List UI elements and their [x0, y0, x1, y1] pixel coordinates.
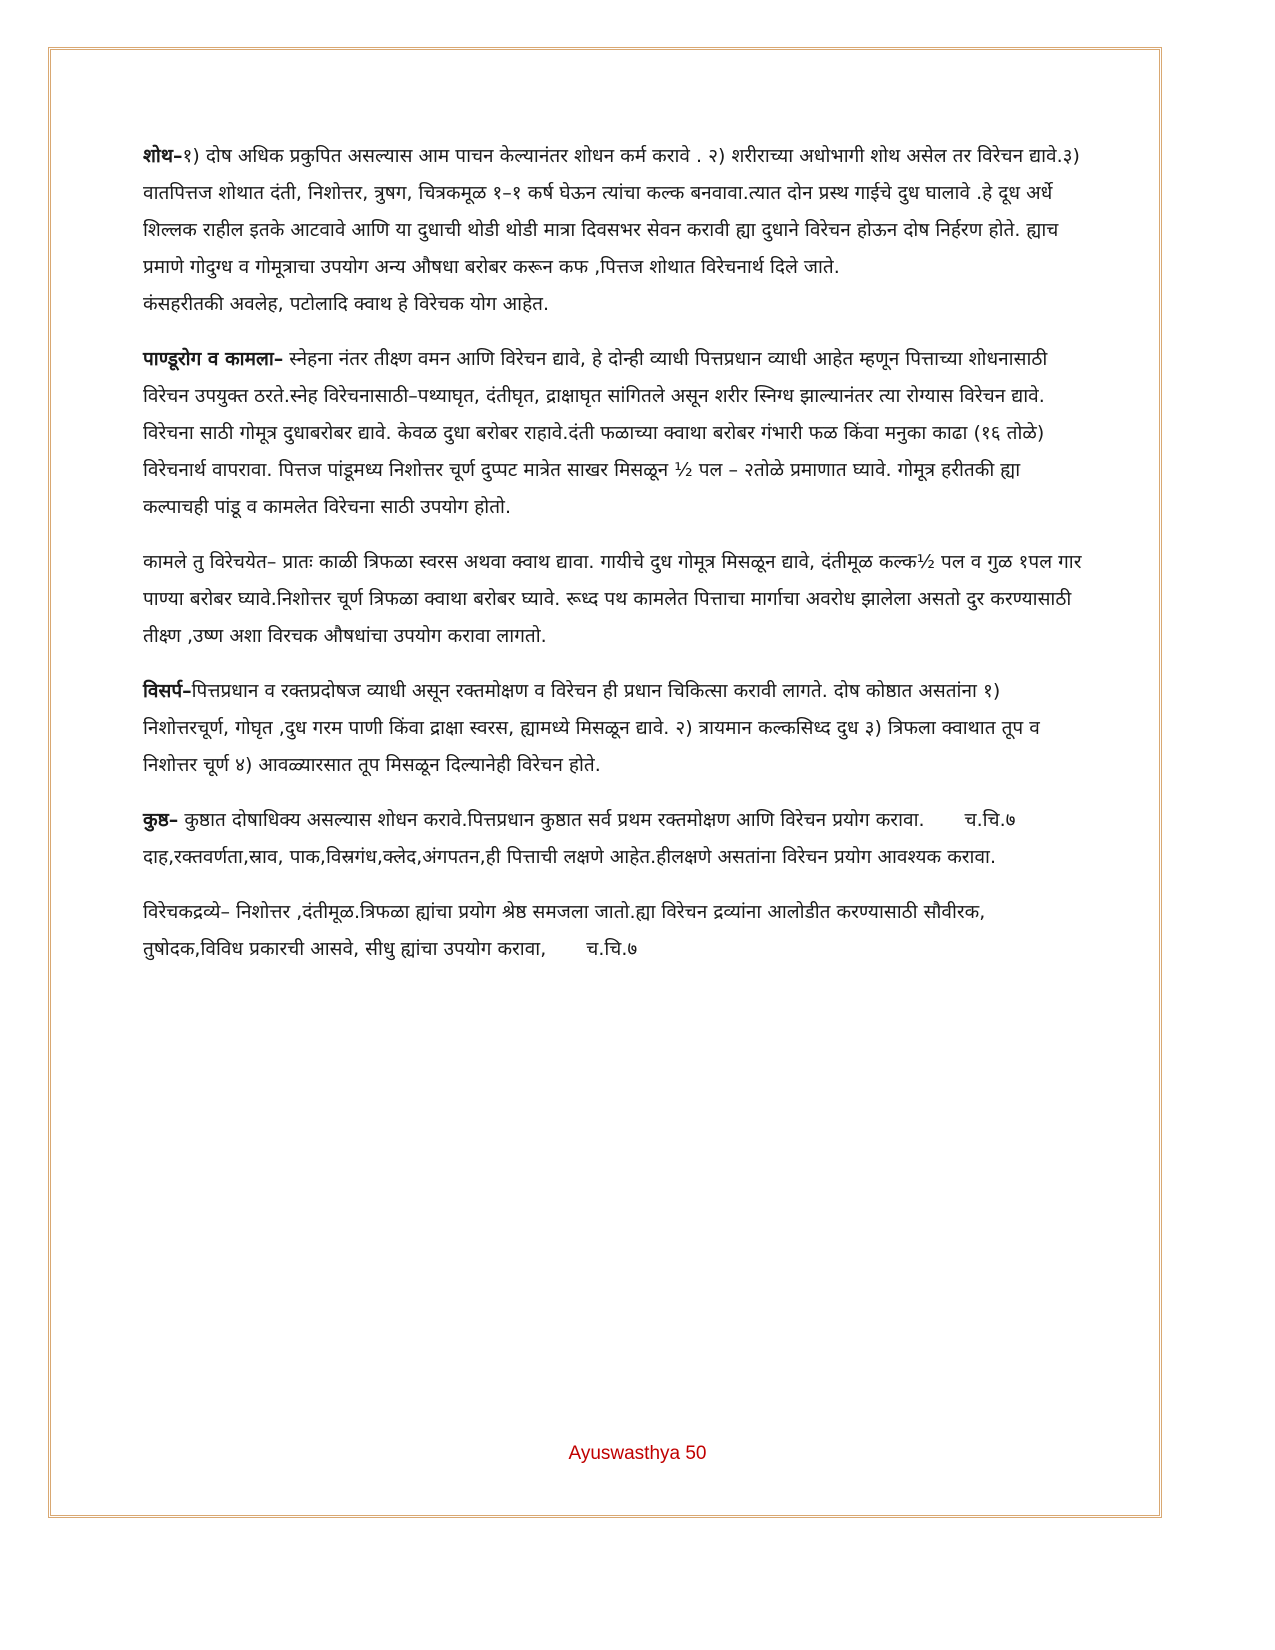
virechak-text: विरेचकद्रव्ये– निशोत्तर ,दंतीमूळ.त्रिफळा ह्यांचा प्रयोग श्रेष्ठ समजला जातो.ह्या विरेचन द्रव्यांना आलोडीत करण्यासाठी सौवीरक, तुषोदक,विविध प्रकारची आसवे, सीधु ह्यांचा उपयोग करावा, — [143, 901, 986, 960]
kushtha-reference: च.चि.७ — [964, 809, 1016, 831]
virechak-reference: च.चि.७ — [586, 938, 638, 960]
page-footer: Ayuswasthya 50 — [568, 1443, 707, 1464]
kushtha-heading: कुष्ठ– — [143, 809, 179, 831]
virechak-paragraph — [143, 894, 1083, 968]
kushtha-section — [143, 802, 1083, 876]
shoth-text: १) दोष अधिक प्रकुपित असल्यास आम पाचन केल्यानंतर शोधन कर्म करावे . २) शरीराच्या अधोभागी शोथ असेल तर विरेचन द्यावे.३) वातपित्तज शोथात दंती, निशोत्तर, त्रुषग, चित्रकमूळ १–१ कर्ष घेऊन त्यांचा कल्क बनवावा.त्यात दोन प्रस्थ गाईचे दुध घालावे .हे दूध अर्धे शिल्लक राहील इतके आटवावे आणि या दुधाची थोडी थोडी मात्रा दिवसभर सेवन करावी ह्या दुधाने विरेचन होऊन दोष निर्हरण होते. ह्याच प्रमाणे गोदुग्ध व गोमूत्राचा उपयोग अन्य औषधा बरोबर करून कफ ,पित्तज शोथात विरेचनार्थ दिले जाते. — [143, 145, 1080, 278]
kushtha-paragraph — [143, 802, 1083, 839]
pandu-section — [143, 341, 1083, 526]
visarpa-text: पित्तप्रधान व रक्तप्रदोषज व्याधी असून रक्तमोक्षण व विरेचन ही प्रधान चिकित्सा करावी लागते. दोष कोष्ठात असतांना १) निशोत्तरचूर्ण, गोघृत ,दुध गरम पाणी किंवा द्राक्षा स्वरस, ह्यामध्ये मिसळून द्यावे. २) त्रायमान कल्कसिध्द दुध ३) त्रिफला क्वाथात तूप व निशोत्तर चूर्ण ४) आवळ्यारसात तूप मिसळून दिल्यानेही विरेचन होते. — [143, 680, 1040, 776]
shoth-heading: शोथ– — [143, 145, 183, 167]
pandu-text: स्नेहना नंतर तीक्ष्ण वमन आणि विरेचन द्यावे, हे दोन्ही व्याधी पित्तप्रधान व्याधी आहेत म्हणून पित्ताच्या शोधनासाठी विरेचन उपयुक्त ठरते.स्नेह विरेचनासाठी–पथ्याघृत, दंतीघृत, द्राक्षाघृत सांगितले असून शरीर स्निग्ध झाल्यानंतर त्या रोग्यास विरेचन द्यावे. विरेचना साठी गोमूत्र दुधाबरोबर द्यावे. केवळ दुधा बरोबर राहावे.दंती फळाच्या क्वाथा बरोबर गंभारी फळ किंवा मनुका काढा (१६ तोळे) विरेचनार्थ वापरावा. पित्तज पांडूमध्य निशोत्तर चूर्ण दुप्पट मात्रेत साखर मिसळून ½ पल – २तोळे प्रमाणात घ्यावे. गोमूत्र हरीतकी ह्या कल्पाचही पांडू व कामलेत विरेचना साठी उपयोग होतो. — [143, 348, 1048, 518]
kushtha-lakshana-line: दाह,रक्तवर्णता,स्राव, पाक,विस्रगंध,क्लेद,अंगपतन,ही पित्ताची लक्षणे आहेत.हीलक्षणे असतांना विरेचन प्रयोग आवश्यक करावा. — [143, 846, 997, 868]
kushtha-text: कुष्ठात दोषाधिक्य असल्यास शोधन करावे.पित्तप्रधान कुष्ठात सर्व प्रथम रक्तमोक्षण आणि विरेचन प्रयोग करावा. — [178, 809, 925, 831]
document-body — [143, 138, 1083, 986]
kamale-paragraph — [143, 544, 1083, 655]
kamale-heading: कामले तु विरेचयेत– — [143, 551, 277, 573]
visarpa-heading: विसर्प– — [143, 680, 192, 702]
kamale-text: प्रातः काळी त्रिफळा स्वरस अथवा क्वाथ द्यावा. गायीचे दुध गोमूत्र मिसळून द्यावे, दंतीमूळ कल्क½ पल व गुळ १पल गार पाण्या बरोबर घ्यावे.निशोत्तर चूर्ण त्रिफळा क्वाथा बरोबर घ्यावे. रूध्द पथ कामलेत पित्ताचा मार्गाचा अवरोध झालेला असतो दुर करण्यासाठी तीक्ष्ण ,उष्ण अशा विरचक औषधांचा उपयोग करावा लागतो. — [143, 551, 1082, 647]
shoth-paragraph — [143, 138, 1083, 286]
kamale-section — [143, 544, 1083, 655]
shoth-section — [143, 138, 1083, 323]
shoth-yoga-line: कंसहरीतकी अवलेह, पटोलादि क्वाथ हे विरेचक योग आहेत. — [143, 293, 550, 315]
pandu-heading: पाण्डूरोग व कामला– — [143, 348, 284, 370]
visarpa-section — [143, 673, 1083, 784]
pandu-paragraph — [143, 341, 1083, 526]
virechak-section — [143, 894, 1083, 968]
visarpa-paragraph — [143, 673, 1083, 784]
